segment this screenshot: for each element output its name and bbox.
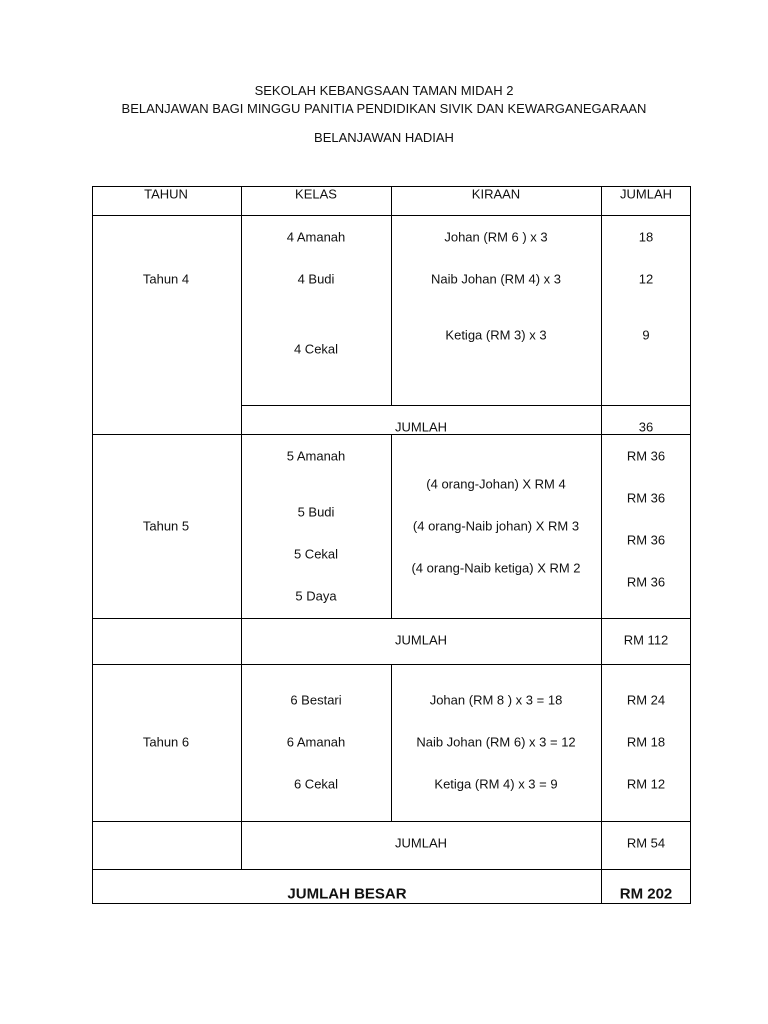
tahun4-class: 4 Budi <box>297 271 335 287</box>
tahun4-amount: 9 <box>642 327 650 343</box>
grand-total: RM 202 <box>619 885 673 903</box>
tahun5-total-label: JUMLAH <box>394 632 448 648</box>
tahun4-total-label: JUMLAH <box>394 419 448 435</box>
tahun4-calc: Ketiga (RM 3) x 3 <box>445 327 547 343</box>
tahun6-amount: RM 18 <box>626 734 666 750</box>
tahun4-calc: Naib Johan (RM 4) x 3 <box>430 271 562 287</box>
tahun6-total-label: JUMLAH <box>394 835 448 851</box>
tahun4-class: 4 Amanah <box>286 229 346 245</box>
tahun5-calc: (4 orang-Naib johan) X RM 3 <box>412 518 580 534</box>
school-name: SEKOLAH KEBANGSAAN TAMAN MIDAH 2 <box>254 83 514 98</box>
tahun4-calc: Johan (RM 6 ) x 3 <box>444 229 548 245</box>
tahun6-calc: Ketiga (RM 4) x 3 = 9 <box>434 776 558 792</box>
grand-total-label: JUMLAH BESAR <box>287 885 407 903</box>
tahun4-total: 36 <box>638 419 654 435</box>
tahun6-amount: RM 12 <box>626 776 666 792</box>
section-title: BELANJAWAN HADIAH <box>314 130 454 145</box>
tahun6-amount: RM 24 <box>626 692 666 708</box>
tahun5-amount: RM 36 <box>626 574 666 590</box>
tahun4-amount: 18 <box>638 229 654 245</box>
tahun5-calc: (4 orang-Johan) X RM 4 <box>426 476 566 492</box>
tahun5-label: Tahun 5 <box>142 518 190 534</box>
tahun5-class: 5 Daya <box>295 588 337 604</box>
tahun6-class: 6 Amanah <box>286 734 346 750</box>
tahun5-total: RM 112 <box>623 632 669 648</box>
column-header-kiraan: KIRAAN <box>471 186 521 202</box>
tahun5-amount: RM 36 <box>626 490 666 506</box>
tahun6-total: RM 54 <box>626 835 666 851</box>
tahun5-class: 5 Amanah <box>286 448 346 464</box>
tahun6-calc: Naib Johan (RM 6) x 3 = 12 <box>416 734 576 750</box>
column-header-jumlah: JUMLAH <box>619 186 673 202</box>
tahun6-calc: Johan (RM 8 ) x 3 = 18 <box>429 692 563 708</box>
tahun5-amount: RM 36 <box>626 448 666 464</box>
tahun4-label: Tahun 4 <box>142 271 190 287</box>
column-header-kelas: KELAS <box>295 186 337 202</box>
tahun4-amount: 12 <box>638 271 654 287</box>
tahun4-class: 4 Cekal <box>293 341 339 357</box>
column-header-tahun: TAHUN <box>144 186 188 202</box>
tahun5-class: 5 Budi <box>297 504 335 520</box>
tahun6-class: 6 Bestari <box>290 692 342 708</box>
tahun5-amount: RM 36 <box>626 532 666 548</box>
document-subtitle: BELANJAWAN BAGI MINGGU PANITIA PENDIDIKAN SIVIK DAN KEWARGANEGARAAN <box>121 101 647 116</box>
tahun5-calc: (4 orang-Naib ketiga) X RM 2 <box>411 560 581 576</box>
tahun6-label: Tahun 6 <box>142 734 190 750</box>
tahun6-class: 6 Cekal <box>293 776 339 792</box>
tahun5-class: 5 Cekal <box>293 546 339 562</box>
